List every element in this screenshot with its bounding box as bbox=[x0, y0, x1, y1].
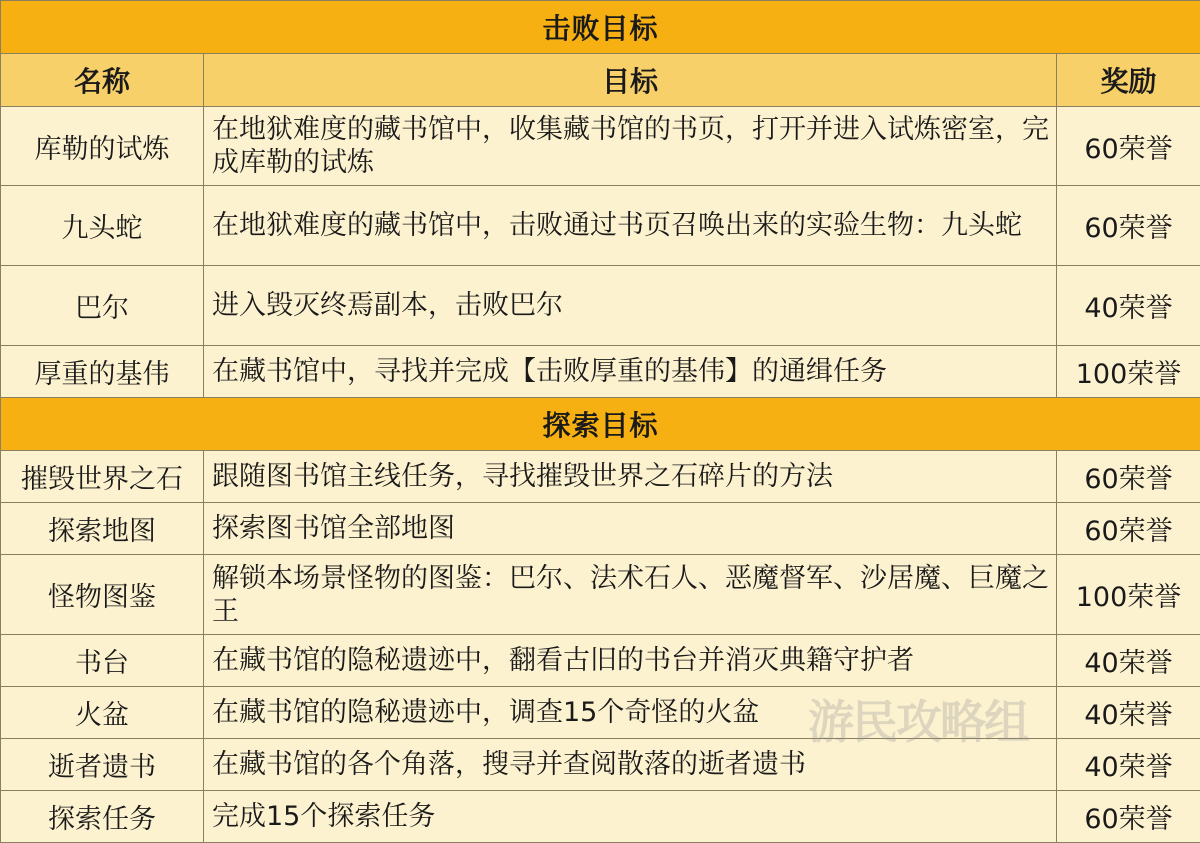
table-row bbox=[1, 346, 1200, 398]
row-reward: 40荣誉 bbox=[1057, 635, 1200, 687]
table-row bbox=[1, 503, 1200, 555]
table-row bbox=[1, 266, 1200, 346]
row-reward: 60荣誉 bbox=[1057, 791, 1200, 843]
row-name: 怪物图鉴 bbox=[1, 555, 204, 635]
row-reward: 40荣誉 bbox=[1057, 266, 1200, 346]
row-goal: 进入毁灭终焉副本，击败巴尔 bbox=[204, 266, 1057, 346]
row-goal: 跟随图书馆主线任务，寻找摧毁世界之石碎片的方法 bbox=[204, 451, 1057, 503]
column-header-row bbox=[1, 54, 1200, 107]
row-name: 厚重的基伟 bbox=[1, 346, 204, 398]
row-name: 逝者遗书 bbox=[1, 739, 204, 791]
section-title: 击败目标 bbox=[1, 1, 1200, 54]
table-row bbox=[1, 739, 1200, 791]
row-goal: 在藏书馆的隐秘遗迹中，调查15个奇怪的火盆 bbox=[204, 687, 1057, 739]
row-goal: 在藏书馆的各个角落，搜寻并查阅散落的逝者遗书 bbox=[204, 739, 1057, 791]
row-goal: 完成15个探索任务 bbox=[204, 791, 1057, 843]
row-reward: 60荣誉 bbox=[1057, 107, 1200, 186]
table-row bbox=[1, 687, 1200, 739]
table-row bbox=[1, 186, 1200, 266]
section-header-explore bbox=[1, 398, 1200, 451]
row-name: 火盆 bbox=[1, 687, 204, 739]
section-title: 探索目标 bbox=[1, 398, 1200, 451]
row-goal: 探索图书馆全部地图 bbox=[204, 503, 1057, 555]
row-name: 书台 bbox=[1, 635, 204, 687]
row-reward: 60荣誉 bbox=[1057, 186, 1200, 266]
table-row bbox=[1, 791, 1200, 843]
watermark: 游民攻略组 bbox=[808, 686, 1028, 752]
column-header-goal: 目标 bbox=[204, 54, 1057, 107]
row-name: 摧毁世界之石 bbox=[1, 451, 204, 503]
row-name: 九头蛇 bbox=[1, 186, 204, 266]
row-goal: 在地狱难度的藏书馆中，收集藏书馆的书页，打开并进入试炼密室，完成库勒的试炼 bbox=[204, 107, 1057, 186]
table-row bbox=[1, 107, 1200, 186]
row-reward: 100荣誉 bbox=[1057, 555, 1200, 635]
table-row bbox=[1, 635, 1200, 687]
row-reward: 100荣誉 bbox=[1057, 346, 1200, 398]
row-goal: 在藏书馆的隐秘遗迹中，翻看古旧的书台并消灭典籍守护者 bbox=[204, 635, 1057, 687]
row-name: 探索地图 bbox=[1, 503, 204, 555]
section-header-defeat bbox=[1, 1, 1200, 54]
row-name: 探索任务 bbox=[1, 791, 204, 843]
row-name: 巴尔 bbox=[1, 266, 204, 346]
row-goal: 在地狱难度的藏书馆中，击败通过书页召唤出来的实验生物：九头蛇 bbox=[204, 186, 1057, 266]
table-row bbox=[1, 555, 1200, 635]
table-row bbox=[1, 451, 1200, 503]
column-header-name: 名称 bbox=[1, 54, 204, 107]
row-reward: 60荣誉 bbox=[1057, 503, 1200, 555]
row-goal: 解锁本场景怪物的图鉴：巴尔、法术石人、恶魔督军、沙居魔、巨魔之王 bbox=[204, 555, 1057, 635]
column-header-reward: 奖励 bbox=[1057, 54, 1200, 107]
row-reward: 60荣誉 bbox=[1057, 451, 1200, 503]
row-name: 库勒的试炼 bbox=[1, 107, 204, 186]
row-reward: 40荣誉 bbox=[1057, 687, 1200, 739]
row-goal: 在藏书馆中，寻找并完成【击败厚重的基伟】的通缉任务 bbox=[204, 346, 1057, 398]
row-reward: 40荣誉 bbox=[1057, 739, 1200, 791]
